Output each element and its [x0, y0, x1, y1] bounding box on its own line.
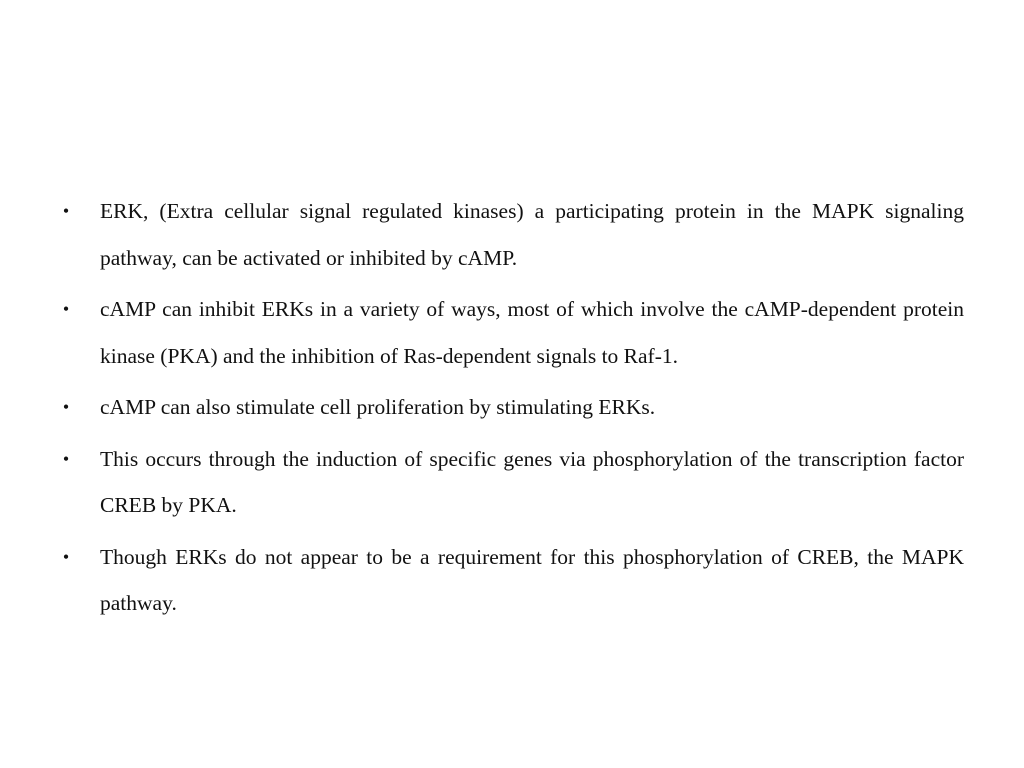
bullet-item-camp-inhibits-erks — [56, 286, 964, 379]
bullet-dot-icon: • — [62, 448, 70, 469]
bullet-text: ERK, (Extra cellular signal regulated kinases) a participating protein in the MAPK signaling pathway, can be activated or inhibited by cAMP. — [100, 199, 964, 270]
bullet-text: Though ERKs do not appear to be a requirement for this phosphorylation of CREB, the MAPK pathway. — [100, 544, 964, 615]
bullet-item-erk-definition — [56, 188, 964, 281]
bullet-dot-icon: • — [62, 546, 70, 567]
bullet-dot-icon: • — [62, 299, 70, 319]
bullet-list — [56, 188, 964, 632]
bullet-text: This occurs through the induction of specific genes via phosphorylation of the transcription factor CREB by PKA. — [100, 446, 964, 517]
bullet-dot-icon: • — [62, 201, 70, 221]
bullet-item-creb-phosphorylation — [56, 436, 964, 529]
bullet-text: cAMP can inhibit ERKs in a variety of ways, most of which involve the cAMP-dependent protein kinase (PKA) and the inhibition of Ras-dependent signals to Raf-1. — [100, 297, 964, 368]
bullet-dot-icon: • — [62, 397, 70, 417]
bullet-item-mapk-pathway — [56, 534, 964, 627]
bullet-text: cAMP can also stimulate cell proliferation by stimulating ERKs. — [100, 395, 656, 419]
bullet-item-camp-stimulates-proliferation — [56, 384, 964, 431]
